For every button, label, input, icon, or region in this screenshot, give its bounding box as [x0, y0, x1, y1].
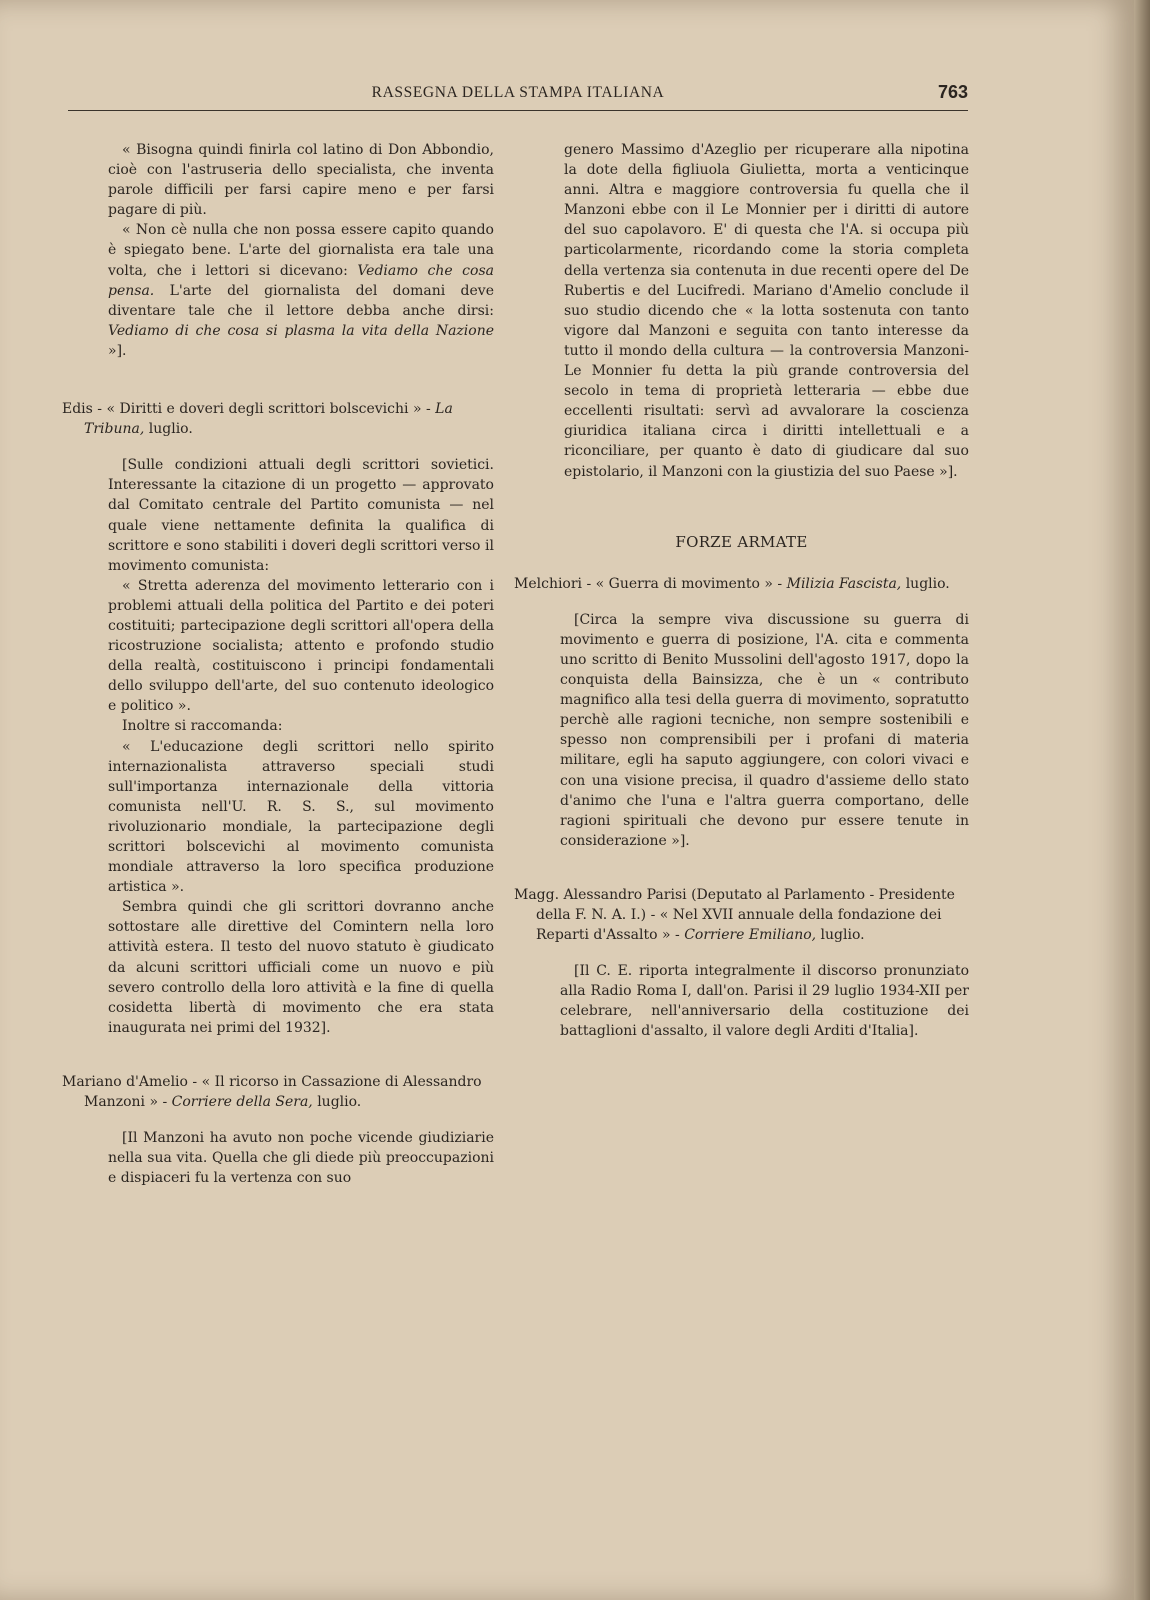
- entry-body-melchiori: [514, 610, 969, 851]
- body-paragraph: [Circa la sempre viva discussione su guerra di movimento e guerra di posizione, l'A. cita e commenta uno scritto di Benito Mussolini dell'agosto 1917, dopo la conquista della Bainsizza, che è un « contributo magnifico alla tesi della guerra di movimento, sopratutto perchè alle ragioni tecniche, non sempre sostenibili e spesso non comprensibili per i profani di materia militare, egli ha saputo aggiungere, con colori vivaci e con una visione precisa, il quadro d'assieme dello stato d'animo che l'una e l'altra guerra comportano, delle ragioni spirituali che devono pur essere tenute in considerazione »].: [560, 611, 969, 849]
- italic-phrase: Vediamo che cosa pensa.: [108, 262, 494, 299]
- page-number: 763: [937, 82, 968, 102]
- body-paragraph: Sembra quindi che gli scrittori dovranno anche sottostare alle direttive del Comintern nella loro attività estera. Il testo del nuovo statuto è giudicato da alcuni scrittori ufficiali come un nuovo e più severo controllo della loro attività e la fine di quella cosidetta libertà di movimento che era stata inaugurata nei primi del 1932].: [108, 899, 494, 1036]
- entry-heading-parisi: Magg. Alessandro Parisi (Deputato al Parlamento - Presidente della F. N. A. I.) - « Nel XVII annuale della fondazione dei Reparti d'Assalto » - Corriere Emiliano, luglio.: [514, 886, 955, 944]
- quote-paragraph: « Bisogna quindi finirla col latino di Don Abbondio, cioè con l'astruseria dello specialista, che inventa parole difficili per farsi capire meno e per farsi pagare di più.: [108, 142, 494, 219]
- entry-heading-damelio: Mariano d'Amelio - « Il ricorso in Cassazione di Alessandro Manzoni » - Corriere della Sera, luglio.: [62, 1073, 482, 1111]
- quote-block: [62, 140, 494, 361]
- entry-body-damelio: [62, 1128, 494, 1188]
- body-paragraph: genero Massimo d'Azeglio per ricuperare alla nipotina la dote della figliuola Giulietta, morta a venticinque anni. Altra e maggiore controversia fu quella che il Manzoni ebbe con il Le Monnier per i diritti di autore del suo capolavoro. E' di questa che l'A. si occupa più particolarmente, ricordando come la storia completa della vertenza sia contenuta in due recenti opere del De Rubertis e del Lucifredi. Mariano d'Amelio conclude il suo studio dicendo che « la lotta sostenuta con tanto vigore dal Manzoni e seguita con tanto interesse da tutto il mondo della cultura — la controversia Manzoni-Le Monnier fu detta la più grande controversia del secolo in tema di proprietà letteraria — ebbe due eccellenti risultati: servì ad avvalorare la coscienza giuridica italiana circa i diritti intellettuali e a riconciliare, per quanto è dato di giudicare dal suo epistolario, il Manzoni con la giustizia del suo Paese »].: [564, 142, 969, 480]
- italic-phrase: Vediamo di che cosa si plasma la vita della Nazione: [108, 322, 494, 339]
- entry-body-edis: [62, 455, 494, 1038]
- left-column: [62, 140, 494, 1188]
- body-paragraph: « L'educazione degli scrittori nello spirito internazionalista attraverso speciali studi sull'importanza internazionale della vittoria comunista nell'U. R. S. S., sul movimento rivoluzionario mondiale, la partecipazione degli scrittori bolscevichi al movimento comunista mondiale attraverso la loro specifica produzione artistica ».: [108, 738, 494, 896]
- right-column: [514, 140, 969, 1042]
- section-heading: FORZE ARMATE: [675, 532, 808, 551]
- book-spine-edge: [1134, 0, 1150, 1600]
- running-header: [68, 80, 968, 114]
- entry-body-parisi: [514, 961, 969, 1041]
- source-title: Corriere della Sera,: [171, 1094, 313, 1111]
- entry-heading-melchiori: Melchiori - « Guerra di movimento » - Milizia Fascista, luglio.: [514, 575, 950, 592]
- body-paragraph: [Sulle condizioni attuali degli scrittori sovietici. Interessante la citazione di un progetto — approvato dal Comitato centrale del Partito comunista — nel quale viene nettamente definita la qualifica di scrittore e sono stabiliti i doveri degli scrittori verso il movimento comunista:: [108, 457, 494, 574]
- running-title: RASSEGNA DELLA STAMPA ITALIANA: [371, 84, 665, 101]
- quote-paragraph: « Non cè nulla che non possa essere capito quando è spiegato bene. L'arte del giornalista era tale una volta, che i lettori si dicevano: Vediamo che cosa pensa. L'arte del giornalista del domani deve diventare tale che il lettore debba anche dirsi: Vediamo di che cosa si plasma la vita della Nazione »].: [108, 222, 494, 359]
- source-title: La Tribuna,: [84, 401, 453, 438]
- entry-body-damelio-continued: [514, 140, 969, 482]
- body-paragraph: [Il C. E. riporta integralmente il discorso pronunziato alla Radio Roma I, dall'on. Parisi il 29 luglio 1934-XII per celebrare, nell'anniversario della costituzione dei battaglioni d'assalto, il valore degli Arditi d'Italia].: [560, 963, 969, 1040]
- entry-heading-edis: Edis - « Diritti e doveri degli scrittori bolscevichi » - La Tribuna, luglio.: [62, 401, 453, 438]
- header-rule: [68, 110, 968, 111]
- body-paragraph: « Stretta aderenza del movimento letterario con i problemi attuali della politica del Partito e dei poteri costituiti; partecipazione degli scrittori all'opera della ricostruzione socialista; attento e profondo studio della realtà, costituiscono i principi fondamentali dello sviluppo dell'arte, del suo contenuto ideologico e politico ».: [108, 577, 494, 715]
- source-title: Corriere Emiliano,: [684, 927, 817, 944]
- source-title: Milizia Fascista,: [786, 575, 902, 592]
- body-paragraph: Inoltre si raccomanda:: [122, 718, 283, 735]
- body-paragraph: [Il Manzoni ha avuto non poche vicende giudiziarie nella sua vita. Quella che gli diede più preoccupazioni e dispiaceri fu la vertenza con suo: [108, 1130, 494, 1187]
